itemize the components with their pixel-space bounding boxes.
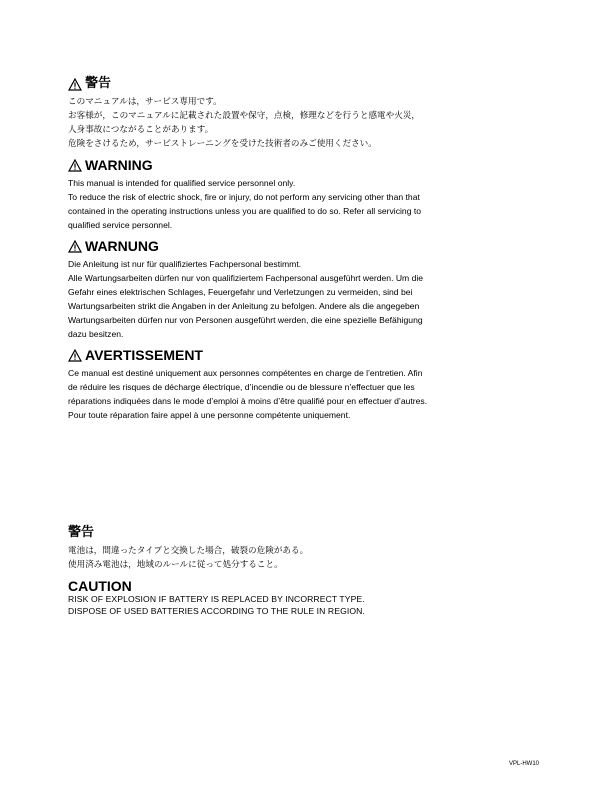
- de-warning-line: Wartungsarbeiten strikt die Angaben in der Anleitung zu befolgen. Andere als die angegeben: [68, 301, 420, 311]
- de-warning-line: Die Anleitung ist nur für qualifiziertes Fachpersonal bestimmt.: [68, 259, 302, 269]
- jp-battery-section: [68, 525, 548, 572]
- de-warning-line: Alle Wartungsarbeiten dürfen nur von qualifiziertem Fachpersonal ausgeführt werden. Um die: [68, 273, 424, 283]
- en-warning-line: To reduce the risk of electric shock, fire or injury, do not perform any servicing other than that: [68, 192, 420, 202]
- jp-warning-section: [68, 76, 548, 151]
- en-warning-line: qualified service personnel.: [68, 220, 173, 230]
- caution-line: DISPOSE OF USED BATTERIES ACCORDING TO THE RULE IN REGION.: [68, 605, 365, 616]
- de-warning-section: [68, 238, 548, 341]
- fr-warning-line: Ce manual est destiné uniquement aux personnes compétentes en charge de l’entretien. Afin: [68, 368, 423, 378]
- en-warning-line: This manual is intended for qualified service personnel only.: [68, 178, 296, 188]
- jp-battery-heading: [68, 525, 548, 541]
- jp-warning-line: 人身事故につながることがあります。: [68, 125, 214, 135]
- fr-warning-heading: [68, 347, 548, 363]
- jp-warning-line: このマニュアルは，サービス専用です。: [68, 97, 222, 107]
- en-warning-line: contained in the operating instructions unless you are qualified to do so. Refer all servicing to: [68, 206, 422, 216]
- jp-warning-title: 警告: [85, 76, 112, 91]
- fr-warning-title: AVERTISSEMENT: [85, 347, 203, 363]
- caution-section: [68, 578, 548, 617]
- jp-warning-heading: [68, 76, 548, 92]
- fr-warning-line: Pour toute réparation faire appel à une personne compétente uniquement.: [68, 410, 351, 420]
- de-warning-title: WARNUNG: [85, 238, 159, 254]
- jp-battery-line: 電池は，間違ったタイプと交換した場合，破裂の危険がある。: [68, 546, 309, 556]
- de-warning-line: Gefahr eines elektrischen Schlages, Feuergefahr und Verletzungen zu vermeiden, sind bei: [68, 287, 413, 297]
- model-number: VPL-HW10: [509, 761, 540, 767]
- caution-line: RISK OF EXPLOSION IF BATTERY IS REPLACED BY INCORRECT TYPE.: [68, 594, 365, 604]
- fr-warning-line: de réduire les risques de décharge électrique, d’incendie ou de blessure n’effectuer que les: [68, 382, 415, 392]
- fr-warning-line: réparations indiquées dans le mode d’emploi à moins d’être qualifié pour en effectuer d’autres.: [68, 396, 428, 406]
- de-warning-line: Wartungsarbeiten dürfen nur von Personen ausgeführt werden, die eine spezielle Befähigung: [68, 315, 423, 325]
- caution-title: CAUTION: [68, 578, 132, 594]
- de-warning-heading: [68, 238, 548, 254]
- en-warning-heading: [68, 157, 548, 173]
- jp-battery-line: 使用済み電池は，地域のルールに従って処分すること。: [68, 560, 283, 570]
- en-warning-title: WARNING: [85, 157, 153, 173]
- de-warning-line: dazu besitzen.: [68, 329, 124, 339]
- warning-triangle-icon: [68, 240, 82, 253]
- fr-warning-section: [68, 347, 548, 422]
- warning-triangle-icon: [68, 159, 82, 172]
- warning-triangle-icon: [68, 78, 82, 91]
- jp-warning-line: お客様が，このマニュアルに記載された設置や保守，点検，修理などを行うと感電や火災，: [68, 111, 421, 121]
- jp-battery-title: 警告: [68, 525, 95, 540]
- en-warning-section: [68, 157, 548, 232]
- warning-triangle-icon: [68, 349, 82, 362]
- jp-warning-line: 危険をさけるため，サービストレーニングを受けた技術者のみご使用ください。: [68, 139, 377, 149]
